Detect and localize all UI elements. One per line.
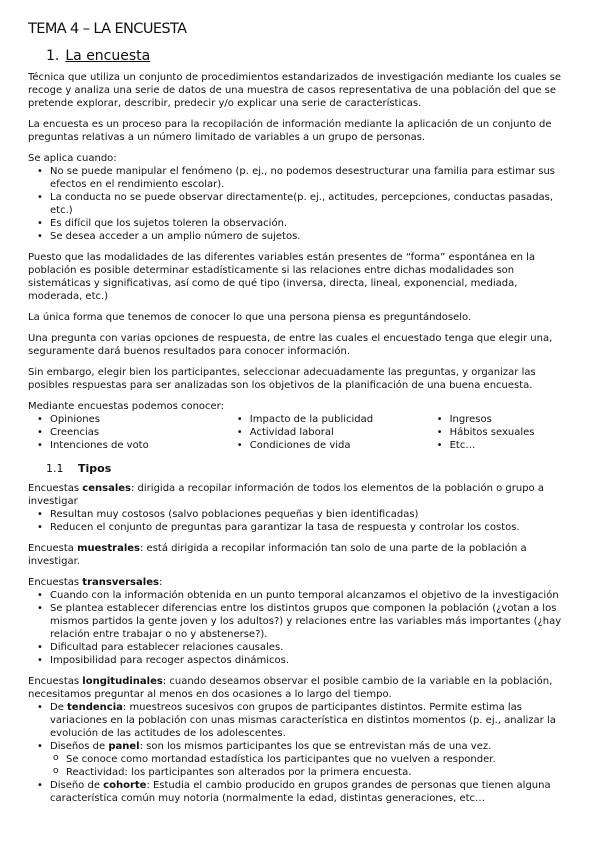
sub-list-item: o Se conoce como mortandad estadística los participantes que no vuelven a responder. <box>66 753 571 766</box>
text-rest: : está dirigida a recopilar información tan solo de una parte de la población a investigar. <box>28 543 527 568</box>
term-censales: censales <box>82 483 131 495</box>
paragraph-question: Una pregunta con varias opciones de respuesta, de entre las cuales el encuestado tenga que elegir una, seguramente dará buenos resultados para conocer información. <box>28 333 553 358</box>
list-item: • Etc… <box>450 439 571 452</box>
section-title: La encuesta <box>65 47 151 64</box>
text-lead: Diseño de <box>50 780 104 792</box>
list-item: • Condiciones de vida <box>250 439 428 452</box>
list-item: • Se desea acceder a un amplio número de sujetos. <box>50 230 571 243</box>
term-panel: panel <box>108 741 140 753</box>
censal-list <box>28 508 571 534</box>
list-item: • Ingresos <box>450 413 571 426</box>
list-item: • Impacto de la publicidad <box>250 413 428 426</box>
list-item: • Creencias <box>50 426 228 439</box>
text-lead: Encuestas <box>28 577 83 589</box>
list-item: • Dificultad para establecer relaciones causales. <box>50 641 571 654</box>
section-title: Tipos <box>78 462 112 476</box>
list-item: • La conducta no se puede observar directamente(p. ej., actitudes, percepciones, conductas pasadas, etc.) <box>50 191 571 217</box>
term-cohorte: cohorte <box>103 780 147 792</box>
list-item: • Cuando con la información obtenida en un punto temporal alcanzamos el objetivo de la investigación <box>50 589 571 602</box>
list-item-tendencia <box>50 701 571 740</box>
list-item: • Intenciones de voto <box>50 439 228 452</box>
applies-intro: Se aplica cuando: <box>28 153 117 165</box>
longitudinal-list <box>28 701 571 805</box>
document-title: TEMA 4 – LA ENCUESTA <box>28 21 187 37</box>
list-item: • Opiniones <box>50 413 228 426</box>
list-item: • Se plantea establecer diferencias entre los distintos grupos que componen la población (¿votan a los mismos partidos la gente joven y los adultos?) y relaciones entre las variables más importantes (¿hay relación entre trabajar o no y abstenerse?). <box>50 602 571 641</box>
known-list-col3 <box>428 413 571 452</box>
transversal-list <box>28 589 571 667</box>
known-list-col1 <box>28 413 228 452</box>
paragraph-modalities: Puesto que las modalidades de las diferentes variables están presentes de “forma” espontánea en la población es posible determinar estadísticamente si las relaciones entre dichas modalidades son sistemáticas y significativas, así como de qué tipo (inversa, directa, lineal, exponencial, mediada, moderada, etc.) <box>28 252 536 303</box>
list-item-cohorte <box>50 779 571 805</box>
sub-list-item: o Reactividad: los participantes son alterados por la primera encuesta. <box>66 766 571 779</box>
list-item: • No se puede manipular el fenómeno (p. ej., no podemos desestructurar una familia para estimar sus efectos en el rendimiento escolar). <box>50 165 571 191</box>
list-item: • Imposibilidad para recoger aspectos dinámicos. <box>50 654 571 667</box>
term-tendencia: tendencia <box>67 702 123 714</box>
text-rest: : son los mismos participantes los que se entrevistan más de una vez. <box>139 741 492 753</box>
paragraph-definition: Técnica que utiliza un conjunto de procedimientos estandarizados de investigación mediante los cuales se recoge y analiza una serie de datos de una muestra de casos representativa de una población del que se pretende explorar, describir, predecir y/o explicar una serie de características. <box>28 72 562 110</box>
section-number: 1. <box>46 47 60 64</box>
paragraph-only-way: La única forma que tenemos de conocer lo que una persona piensa es preguntándoselo. <box>28 312 472 324</box>
paragraph-process: La encuesta es un proceso para la recopilación de información mediante la aplicación de un conjunto de preguntas relativas a un número limitado de variables a un grupo de personas. <box>28 119 552 144</box>
known-list-col2 <box>228 413 428 452</box>
applies-list <box>28 165 571 243</box>
text-lead: Encuestas <box>28 483 83 495</box>
muestral-paragraph <box>28 542 571 568</box>
known-intro: Mediante encuestas podemos conocer: <box>28 401 224 413</box>
paragraph-planning: Sin embargo, elegir bien los participantes, seleccionar adecuadamente las preguntas, y organizar las posibles respuestas para ser analizadas son los objetivos de la planificación de una buena encuesta. <box>28 367 536 392</box>
term-muestrales: muestrales <box>77 543 140 555</box>
list-item: • Reducen el conjunto de preguntas para garantizar la tasa de respuesta y controlar los costos. <box>50 521 571 534</box>
panel-sublist <box>50 753 571 779</box>
text-lead: Encuesta <box>28 543 78 555</box>
list-item: • Hábitos sexuales <box>450 426 571 439</box>
text-rest: : muestreos sucesivos con grupos de participantes distintos. Permite estima las variaciones en la población con unas mismas característica en distintos momentos (p. ej., analizar la evolución de las actitudes de los adolescentes. <box>50 702 556 740</box>
list-item-panel <box>50 740 571 779</box>
term-transversales: transversales <box>82 577 159 589</box>
text-lead: Encuestas <box>28 676 83 688</box>
section-number: 1.1 <box>46 462 64 476</box>
text-rest: : Estudia el cambio producido en grupos grandes de personas que tienen alguna característica común muy notoria (normalmente la edad, distintas generaciones, etc… <box>50 780 551 805</box>
list-item: • Actividad laboral <box>250 426 428 439</box>
term-longitudinales: longitudinales <box>82 676 163 688</box>
text-rest: : dirigida a recopilar información de todos los elementos de la población o grupo a investigar <box>28 483 544 508</box>
censal-paragraph <box>28 482 571 508</box>
section-heading-1 <box>46 47 571 65</box>
text-lead: Diseños de <box>50 741 109 753</box>
known-columns <box>28 413 571 452</box>
section-heading-1-1 <box>46 462 571 476</box>
longitudinal-paragraph <box>28 675 571 701</box>
text-lead: De <box>50 702 68 714</box>
transversal-paragraph <box>28 576 571 589</box>
text-rest: : <box>158 577 163 589</box>
list-item: • Resultan muy costosos (salvo poblaciones pequeñas y bien identificadas) <box>50 508 571 521</box>
text-rest: : cuando deseamos observar el posible cambio de la variable en la población, necesitamos preguntar al menos en dos ocasiones a lo largo del tiempo. <box>28 676 553 701</box>
list-item: • Es difícil que los sujetos toleren la observación. <box>50 217 571 230</box>
